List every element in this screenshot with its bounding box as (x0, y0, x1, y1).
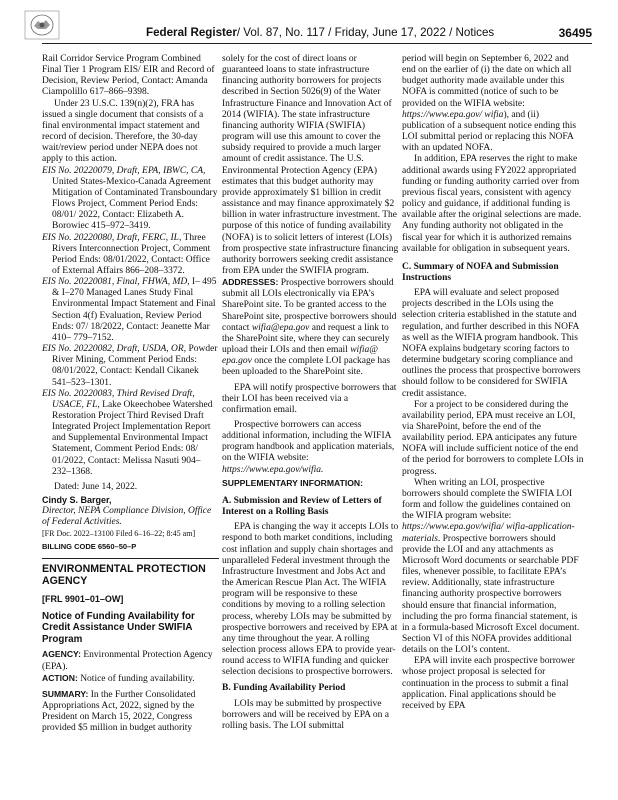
billing-code: BILLING CODE 6560–50–P (42, 541, 137, 551)
column-2 (222, 54, 399, 732)
signer-name: Cindy S. Barger, (42, 495, 112, 506)
section-c-heading: C. Summary of NOFA and Submission Instructions (402, 261, 559, 283)
application-materials-link[interactable]: https://www.epa.gov/wifia/ wifia-application-materials (402, 522, 575, 544)
agency-line (42, 649, 219, 672)
eis-entry (42, 233, 219, 278)
agency-text: Environmental Protection Agency (EPA). (42, 650, 213, 672)
eis-entry (42, 389, 219, 478)
addresses-paragraph (222, 277, 399, 378)
loi-text: . Prospective borrowers should provide the LOI and any attachments as Microsoft Word documents or searchable PDF files, whenever possible, to facilitate EPA’s review. Additionally, state infrastructure financing authority prospective borrowers should ensure that financial information, including the pro forma financial statement, is in a formula-based Microsoft Excel document. Section VI of this NOFA provides additional details on the LOI’s content. (402, 533, 580, 656)
addresses-text: once the complete LOI package has been uploaded to the SharePoint site. (222, 356, 391, 378)
eis-text: Powder River Mining, Comment Period Ends: 08/01/2022, Contact: Kendall Cikanek 541–523–1301. (52, 344, 218, 388)
supplementary-info-label: SUPPLEMENTARY INFORMATION: (222, 477, 363, 488)
column-1 (42, 54, 219, 734)
action-text: Notice of funding availability. (77, 673, 195, 684)
page-number: 36495 (558, 26, 592, 40)
page-header (0, 0, 618, 52)
section-a-paragraph: EPA is changing the way it accepts LOIs to respond to both market conditions, including cost inflation and supply chain shortages and unparalleled Federal investment through the Infrastructure Investment and Jobs Act and the American Rescue Plan Act. The WIFIA program will be responsive to these conditions by moving to a rolling selection process, whereby LOIs may be submitted by prospective borrowers and received by EPA at any time throughout the year. A rolling selection process allows EPA to provide year-round access to WIFIA funding and quicker selection decisions to prospective borrowers. (222, 522, 399, 678)
action-label: ACTION: (42, 672, 78, 683)
period-text: ), and (ii) publication of a subsequent notice ending this LOI submittal period or replacing this NOFA with an updated NOFA. (402, 109, 577, 154)
loi-writing-paragraph (402, 478, 584, 657)
wifia-website-link[interactable]: https://www.epa.gov/wifia. (222, 464, 324, 475)
summary-continued: solely for the cost of direct loans or guaranteed loans to state infrastructure financing authority borrowers for projects described in Section 5026(9) of the Water Infrastructure Finance and Innovation Act of 2014 (WIFIA). The state infrastructure financing authority WIFIA (SWIFIA) program will use this amount to cover the subsidy required to provide a much larger amount of credit assistance. The U.S. Environmental Protection Agency (EPA) estimates that this budget authority may provide approximately $1 billion in credit assistance and may finance approximately $2 billion in water infrastructure investment. The purpose of this notice of funding availability (NOFA) is to solicit letters of interest (LOIs) from prospective state infrastructure financing authority borrowers seeking credit assistance from EPA under the SWIFIA program. (222, 54, 399, 276)
header-citation (146, 26, 494, 39)
eis-entry (42, 344, 219, 389)
signer-title: Director, NEPA Compliance Division, Office of Federal Activities. (42, 506, 212, 528)
addresses-text: and request a link to the SharePoint site, where they can securely upload their LOIs and then email (222, 322, 390, 356)
journal-name: Federal Register (146, 26, 237, 39)
dated-line: Dated: June 14, 2022. (54, 481, 138, 492)
email-link[interactable]: wifia@ epa.gov (222, 345, 378, 367)
section-b-paragraph: LOIs may be submitted by prospective borrowers and will be received by EPA on a rolling basis. The LOI submittal (222, 698, 389, 731)
eis-text: United States-Mexico-Canada Agreement Mitigation of Contaminated Transboundary Flows Project, Comment Period Ends: 08/01/ 2022, Contact: Elizabeth A. Borowiec 415–972–3419. (52, 176, 218, 232)
summary-paragraph (42, 689, 219, 735)
invite-paragraph: EPA will invite each prospective borrower whose project proposal is selected for continuation in the process to submit a final application. Final applications should be received by EPA (402, 656, 575, 711)
issue-info: / Vol. 87, No. 117 / Friday, June 17, 2022 / Notices (236, 26, 495, 39)
action-line (42, 673, 219, 685)
section-divider (42, 558, 219, 559)
eis-entry (42, 166, 219, 233)
access-paragraph (222, 420, 399, 476)
paragraph-23usc: Under 23 U.S.C. 139(n)(2), FRA has issued a single document that consists of a final environmental impact statement and record of decision. Therefore, the 30-day wait/review period under NEPA does not apply to this action. (42, 98, 204, 165)
eis-label: EIS No. 20220081, Final, FHWA, MD, (42, 277, 190, 288)
column-3 (402, 54, 584, 712)
evaluate-paragraph: EPA will evaluate and select proposed projects described in the LOIs using the selection criteria established in the statute and regulation, and further described in this NOFA as well as the WIFIA program handbook. This NOFA explains budgetary scoring factors to determine budgetary scoring compliance and outlines the process that prospective borrowers should follow to be considered for SWIFIA credit assistance. (402, 288, 581, 399)
addresses-label: ADDRESSES: (222, 277, 279, 288)
access-text: Prospective borrowers can access additional information, including the WIFIA program handbook and application materials, on the WIFIA website: (222, 420, 395, 464)
agency-label: AGENCY: (42, 649, 81, 660)
eis-label: EIS No. 20220082, Draft, USDA, OR, (42, 344, 187, 355)
period-text: period will begin on September 6, 2022 and end on the earlier of (i) the date on which all budget authority made available under this NOFA is committed (notice of such to be provided on the WIFIA website: (402, 54, 572, 109)
notify-paragraph: EPA will notify prospective borrowers that their LOI has been received via a confirmation email. (222, 382, 397, 415)
federal-register-seal-icon (24, 10, 60, 40)
eis-label: EIS No. 20220083, Third Revised Draft, USACE, FL, (42, 388, 195, 410)
header-rule (42, 43, 592, 44)
section-b-heading: B. Funding Availability Period (222, 683, 346, 694)
eis-label: EIS No. 20220079, Draft, EPA, IBWC, CA, (42, 165, 206, 176)
section-a-heading: A. Submission and Review of Letters of Interest on a Rolling Basis (222, 495, 382, 518)
eis-text: I– 495 & I–270 Managed Lanes Study Final Environmental Impact Statement and Final Section 4(f) Evaluation, Review Period Ends: 07/ 18/2022, Contact: Jeanette Mar 410– 779–7152. (52, 277, 217, 343)
summary-text: In the Further Consolidated Appropriations Act, 2022, signed by the President on March 15, 2022, Congress provided $5 million in budget authority (42, 689, 196, 734)
frl-number: [FRL 9901–01–OW] (42, 593, 124, 604)
wifia-website-link[interactable]: https://www.epa.gov/ wifia (402, 109, 504, 120)
email-link[interactable]: wifia@epa.gov (251, 322, 310, 333)
notice-title: Notice of Funding Availability for Credit Assistance Under SWIFIA Program (42, 610, 195, 645)
period-paragraph (402, 54, 584, 154)
intro-text: Rail Corridor Service Program Combined Final Tier 1 Program EIS/ EIR and Record of Decision, Review Period, Contact: Amanda Ciampolillo 617–866–9398. (42, 54, 215, 98)
eis-text: Lake Okeechobee Watershed Restoration Project Third Revised Draft Integrated Project Implementation Report and Supplemental Environmental Impact Statement, Comment Period Ends: 08/ 01/2022, Contact: Melissa Nasuti 904– 232–1368. (52, 399, 213, 477)
fr-doc-line: [FR Doc. 2022–13100 Filed 6–16–22; 8:45 am] (42, 528, 196, 538)
eis-entry (42, 277, 219, 344)
availability-paragraph: For a project to be considered during the availability period, EPA must receive an LOI, via SharePoint, before the end of the availability period. EPA anticipates any future NOFA will include sufficient notice of the end of the period for borrowers to complete LOIs in progress. (402, 399, 584, 477)
eis-label: EIS No. 20220080, Draft, FERC, IL, (42, 232, 182, 243)
eis-text: Three Rivers Interconnection Project, Comment Period Ends: 08/01/2022, Contact: Office of External Affairs 866–208–3372. (52, 232, 211, 276)
reserves-paragraph: In addition, EPA reserves the right to make additional awards using FY2022 appropriated funding or funding authority carried over from previous fiscal years, consistent with agency policy and guidance, if additional funding is available after the original selections are made. Any funding authority not obligated in the fiscal year for which it is authorized remains available for obligation in subsequent years. (402, 154, 582, 254)
summary-label: SUMMARY: (42, 688, 89, 699)
agency-heading: ENVIRONMENTAL PROTECTION AGENCY (42, 562, 206, 588)
addresses-text: Prospective borrowers should submit all LOIs electronically via EPA’s SharePoint site. To be granted access to the SharePoint site, prospective borrowers should contact (222, 278, 397, 333)
loi-text: When writing an LOI, prospective borrowers should complete the SWIFIA LOI form and follow the guidelines contained on the WIFIA program website: (402, 477, 573, 522)
